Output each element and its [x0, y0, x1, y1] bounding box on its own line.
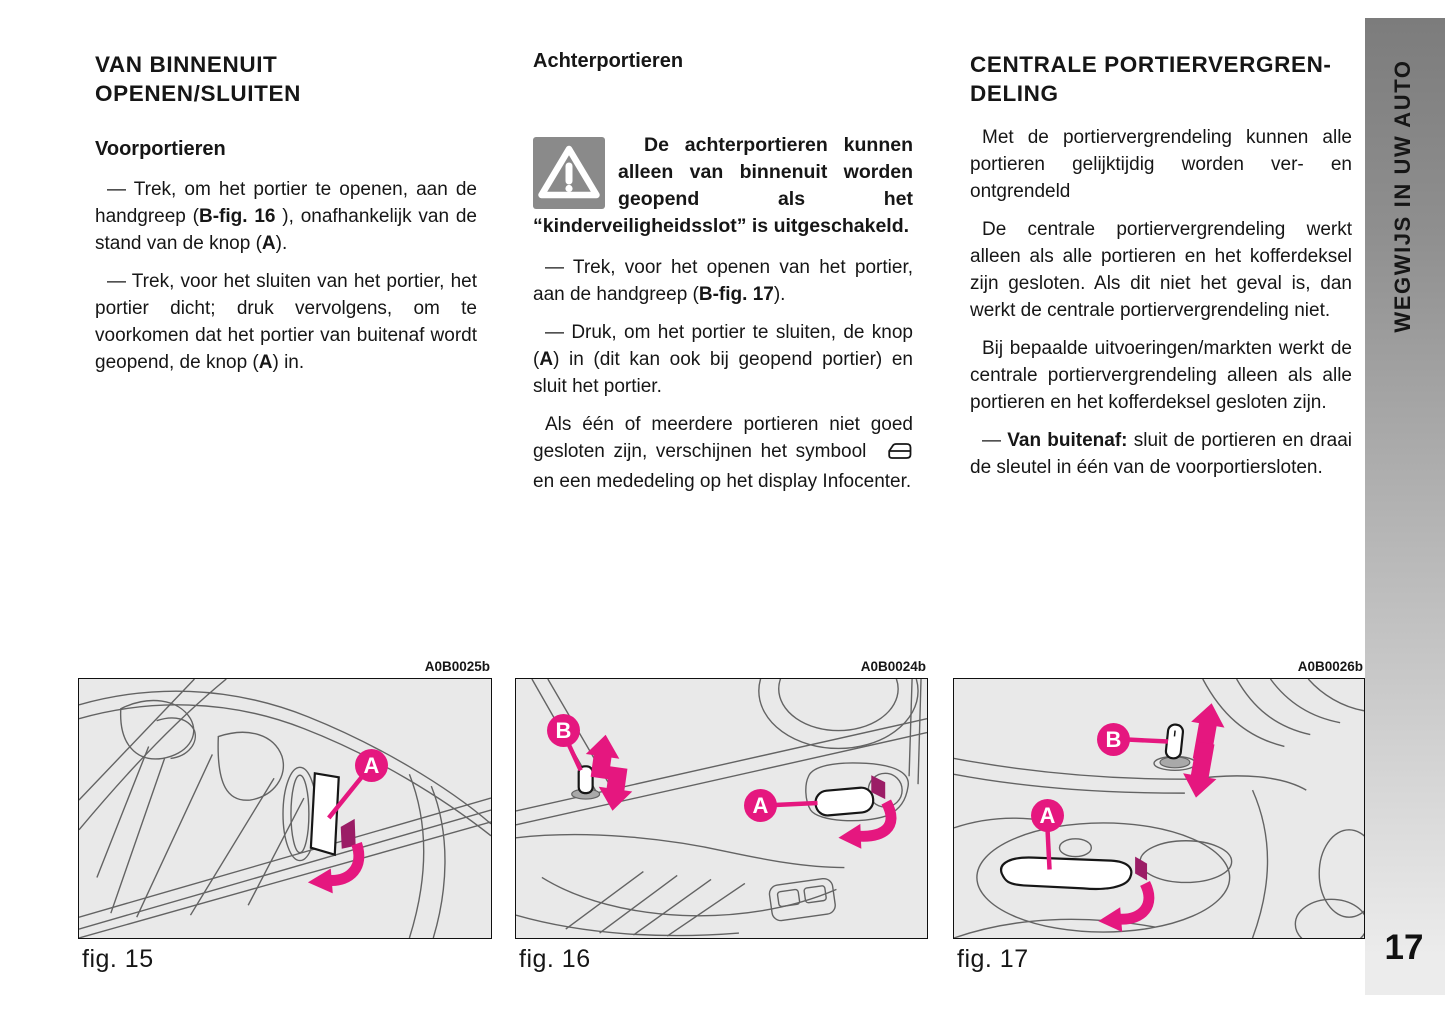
column-middle [533, 50, 913, 506]
figure-code: A0B0024b [860, 659, 926, 674]
callout-label-a: A [1031, 799, 1064, 832]
door-handle-drawing [815, 787, 875, 817]
down-arrow [1179, 740, 1222, 801]
door-handle-drawing [1001, 858, 1131, 889]
section-heading [95, 50, 477, 108]
paragraph: — Van buitenaf: sluit de portieren en draai de sleutel in één van de voorportiersloten. [970, 430, 1353, 478]
fig17-line-art [954, 679, 1364, 938]
warning-text: De achterportieren kunnen alleen van binnenuit worden geopend als het “kinderveiligheidsslot” is uitgeschakeld. [533, 134, 913, 237]
paragraph: — Druk, om het portier te sluiten, de knop (A) in (dit kan ook bij geopend portier) en sluit het portier. [533, 322, 913, 397]
fig16-line-art [516, 679, 927, 938]
heading-line: CENTRALE PORTIERVERGREN- [970, 52, 1332, 77]
heading-line: VAN BINNENUIT [95, 52, 278, 77]
heading-line: OPENEN/SLUITEN [95, 81, 301, 106]
warning-triangle-icon [533, 137, 605, 209]
figure-image [78, 678, 492, 939]
fig15-line-art [79, 679, 491, 938]
door-ajar-icon [875, 441, 913, 468]
figure-code: A0B0026b [1297, 659, 1363, 674]
figure-image [953, 678, 1365, 939]
paragraph: — Trek, voor het openen van het portier, aan de handgreep (B-fig. 17). [533, 257, 913, 305]
figure-caption: fig. 17 [957, 945, 1029, 973]
subsection-heading: Achterportieren [533, 50, 684, 72]
paragraph: De centrale portiervergrendeling werkt alleen als alle portieren en het kofferdeksel zijn gesloten. Als dit niet het geval is, dan werkt de centrale portiervergrendeling niet. [970, 219, 1352, 321]
chapter-title: WEGWIJS IN UW AUTO [1390, 59, 1415, 333]
figure-image [515, 678, 928, 939]
chapter-sidebar-tab [1365, 18, 1445, 995]
figure-16 [515, 659, 928, 974]
figure-15 [78, 659, 492, 974]
lock-knob-drawing [579, 766, 593, 793]
paragraph: Als één of meerdere portieren niet goed gesloten zijn, verschijnen het symbool en een mededeling op het display Infocenter. [533, 414, 913, 492]
pull-arrow [1120, 883, 1149, 919]
paragraph: — Trek, voor het sluiten van het portier, het portier dicht; druk vervolgens, om te voorkomen dat het portier van buitenaf wordt geopend, de knop (A) in. [95, 271, 477, 373]
paragraph: Bij bepaalde uitvoeringen/markten werkt de centrale portiervergrendeling alleen als alle portieren en het kofferdeksel gesloten zijn. [970, 338, 1352, 413]
figure-17 [953, 659, 1365, 974]
paragraph: — Trek, om het portier te openen, aan de handgreep (B-fig. 16 ), onafhankelijk van de stand van de knop (A). [95, 179, 477, 254]
figure-caption: fig. 15 [82, 945, 154, 973]
callout-label-a: A [744, 789, 777, 822]
column-right [970, 50, 1352, 492]
column-left [95, 50, 477, 387]
callout-label-b: B [1097, 723, 1130, 756]
paragraph: Met de portiervergrendeling kunnen alle portieren gelijktijdig worden ver- en ontgrendeld [970, 127, 1352, 202]
heading-line: DELING [970, 81, 1059, 106]
subsection-heading: Voorportieren [95, 138, 226, 160]
section-heading [970, 50, 1352, 108]
lock-knob-drawing [1165, 724, 1183, 759]
figure-caption: fig. 16 [519, 945, 591, 973]
page-number: 17 [1384, 928, 1424, 967]
warning-block [533, 132, 913, 240]
figure-code: A0B0025b [424, 659, 490, 674]
callout-label-b: B [547, 714, 580, 747]
callout-label-a: A [355, 749, 388, 782]
